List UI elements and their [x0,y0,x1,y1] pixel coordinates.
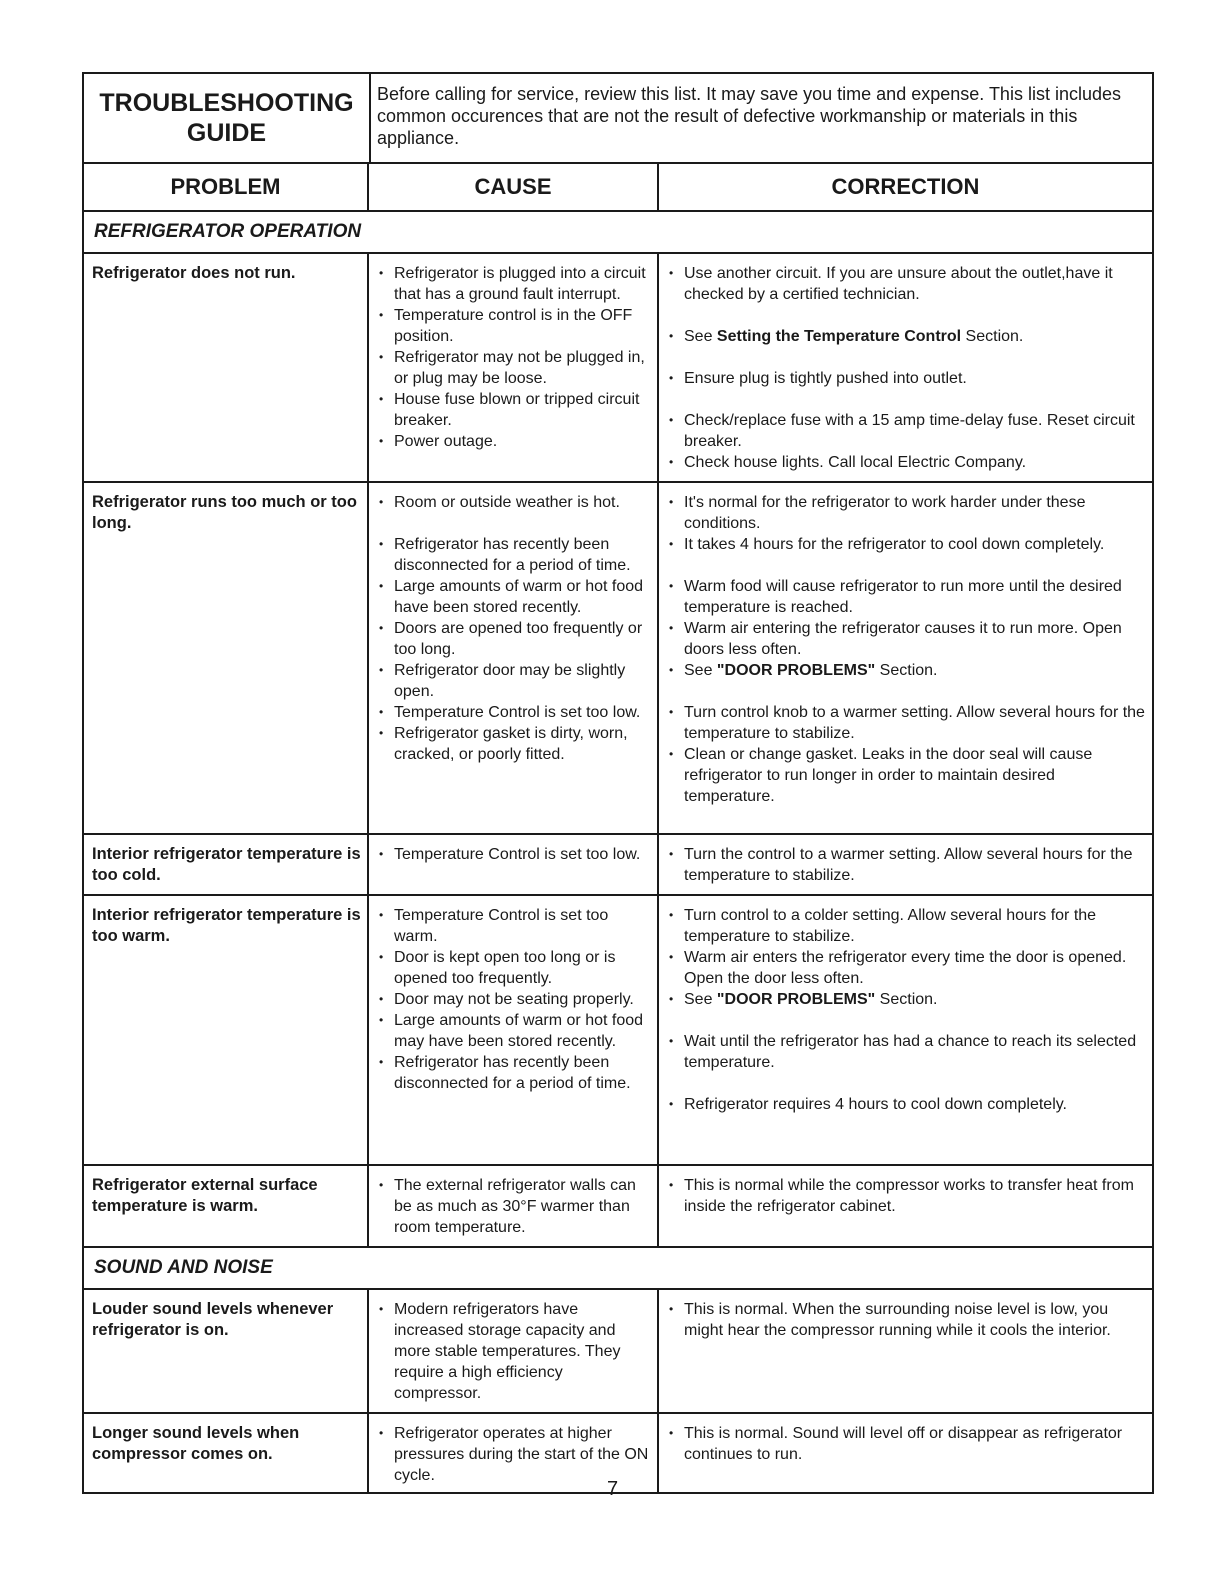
table-row [84,254,1152,483]
correction-cell [659,1166,1152,1246]
section-reference: Setting the Temperature Control [716,328,962,345]
table-row [84,1290,1152,1414]
correction-item: • Use another circuit. If you are unsure about the outlet,have it checked by a certified technician. [667,263,1146,305]
problem-cell: Refrigerator external surface temperature is warm. [84,1166,369,1246]
table-row [84,1166,1152,1248]
cause-item: • Modern refrigerators have increased storage capacity and more stable temperatures. They require a high efficiency compressor. [377,1299,651,1404]
correction-item [667,660,1146,681]
table-row [84,835,1152,896]
guide-title-line1: TROUBLESHOOTING [99,89,354,117]
cause-cell [369,1290,659,1412]
section-reference: "DOOR PROBLEMS" [716,662,876,679]
correction-item: • Check house lights. Call local Electric Company. [667,452,1146,473]
cause-item: • Power outage. [377,431,651,452]
cause-item: • Doors are opened too frequently or too long. [377,618,651,660]
cause-item: • Room or outside weather is hot. [377,492,651,513]
cause-cell [369,835,659,894]
cause-item: • Temperature Control is set too warm. [377,905,651,947]
correction-item: • Wait until the refrigerator has had a chance to reach its selected temperature. [667,1031,1146,1073]
guide-header [84,74,1152,164]
section-heading-operation: REFRIGERATOR OPERATION [84,212,1152,254]
problem-cell: Longer sound levels when compressor comes on. [84,1414,369,1492]
cause-item: • Refrigerator is plugged into a circuit that has a ground fault interrupt. [377,263,651,305]
correction-item: • This is normal while the compressor works to transfer heat from inside the refrigerator cabinet. [667,1175,1146,1217]
guide-title [84,74,371,162]
troubleshooting-table [82,72,1154,1494]
section-heading-sound: SOUND AND NOISE [84,1248,1152,1290]
cause-item: • House fuse blown or tripped circuit breaker. [377,389,651,431]
correction-cell [659,1290,1152,1412]
correction-item: • Ensure plug is tightly pushed into outlet. [667,368,1146,389]
column-header-cause: CAUSE [369,164,659,210]
section-text: Section. [965,328,1024,345]
correction-item: • Warm air entering the refrigerator causes it to run more. Open doors less often. [667,618,1146,660]
cause-item: • Refrigerator door may be slightly open. [377,660,651,702]
correction-item: • Turn the control to a warmer setting. Allow several hours for the temperature to stabilize. [667,844,1146,886]
correction-item: • Turn control to a colder setting. Allow several hours for the temperature to stabilize. [667,905,1146,947]
correction-item: • Warm food will cause refrigerator to run more until the desired temperature is reached. [667,576,1146,618]
cause-cell [369,1166,659,1246]
correction-item: • It takes 4 hours for the refrigerator to cool down completely. [667,534,1146,555]
correction-item: • Turn control knob to a warmer setting. Allow several hours for the temperature to stabilize. [667,702,1146,744]
cause-item: • Refrigerator has recently been disconnected for a period of time. [377,1052,651,1094]
problem-cell: Refrigerator runs too much or too long. [84,483,369,833]
table-row [84,483,1152,835]
cause-item: • Refrigerator has recently been disconnected for a period of time. [377,534,651,576]
correction-item [667,989,1146,1010]
see-text: See [684,991,713,1008]
section-text: Section. [879,991,938,1008]
correction-cell [659,483,1152,833]
correction-item: • This is normal. When the surrounding noise level is low, you might hear the compressor running while it cools the interior. [667,1299,1146,1341]
correction-cell [659,896,1152,1164]
correction-item [667,326,1146,347]
cause-item: • Refrigerator operates at higher pressures during the start of the ON cycle. [377,1423,651,1486]
see-text: See [684,328,713,345]
column-headers [84,164,1152,212]
section-reference: "DOOR PROBLEMS" [716,991,876,1008]
cause-item: • Temperature control is in the OFF position. [377,305,651,347]
problem-cell: Interior refrigerator temperature is too cold. [84,835,369,894]
correction-item: • It's normal for the refrigerator to work harder under these conditions. [667,492,1146,534]
cause-item: • Refrigerator gasket is dirty, worn, cracked, or poorly fitted. [377,723,651,765]
cause-item: • Temperature Control is set too low. [377,702,651,723]
problem-cell: Louder sound levels whenever refrigerator is on. [84,1290,369,1412]
cause-cell [369,483,659,833]
problem-cell: Refrigerator does not run. [84,254,369,481]
cause-item: • Large amounts of warm or hot food have been stored recently. [377,576,651,618]
cause-item: • Refrigerator may not be plugged in, or plug may be loose. [377,347,651,389]
table-row [84,896,1152,1166]
column-header-problem: PROBLEM [84,164,369,210]
correction-item: • This is normal. Sound will level off or disappear as refrigerator continues to run. [667,1423,1146,1465]
see-text: See [684,662,713,679]
guide-title-line2: GUIDE [186,119,267,147]
problem-cell: Interior refrigerator temperature is too warm. [84,896,369,1164]
cause-cell [369,896,659,1164]
cause-item: • Door is kept open too long or is opened too frequently. [377,947,651,989]
correction-item: • Check/replace fuse with a 15 amp time-delay fuse. Reset circuit breaker. [667,410,1146,452]
correction-cell [659,835,1152,894]
column-header-correction: CORRECTION [831,174,980,199]
cause-item: • Door may not be seating properly. [377,989,651,1010]
section-text: Section. [879,662,938,679]
cause-item: • Temperature Control is set too low. [377,844,651,865]
cause-cell [369,254,659,481]
correction-item: • Warm air enters the refrigerator every time the door is opened. Open the door less often. [667,947,1146,989]
correction-item: • Clean or change gasket. Leaks in the door seal will cause refrigerator to run longer in order to maintain desired temperature. [667,744,1146,807]
correction-cell [659,254,1152,481]
guide-intro: Before calling for service, review this list. It may save you time and expense. This list includes common occurences that are not the result of defective workmanship or materials in this appliance. [377,84,1121,148]
correction-item: • Refrigerator requires 4 hours to cool down completely. [667,1094,1146,1115]
cause-item: • Large amounts of warm or hot food may have been stored recently. [377,1010,651,1052]
page-number: 7 [606,1478,619,1500]
cause-item: • The external refrigerator walls can be as much as 30°F warmer than room temperature. [377,1175,651,1238]
